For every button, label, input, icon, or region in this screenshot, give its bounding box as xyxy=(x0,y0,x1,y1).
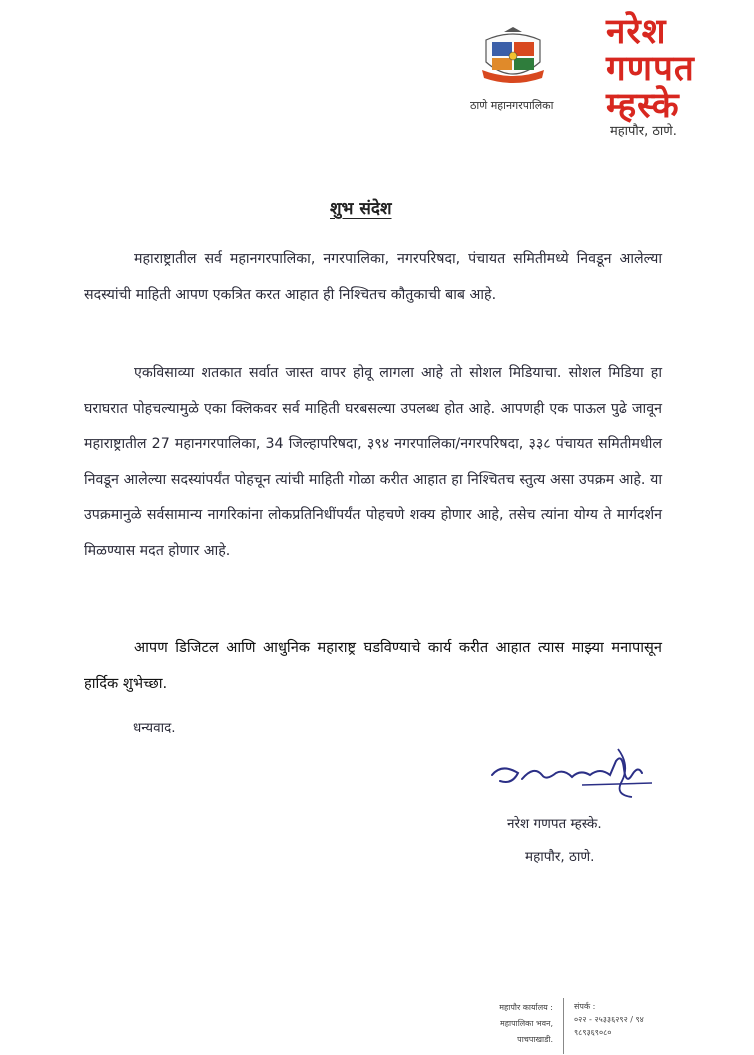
footer-office-line-3: पाचपाखाडी. xyxy=(517,1035,553,1044)
closing-text: धन्यवाद. xyxy=(133,720,176,736)
footer-office-line-2: महापालिका भवन, xyxy=(499,1019,553,1028)
mayor-name-line-1: नरेश xyxy=(606,12,667,52)
paragraph-1: महाराष्ट्रातील सर्व महानगरपालिका, नगरपालिका, नगरपरिषदा, पंचायत समितीमध्ये निवडून आलेल्या सदस्यांची माहिती आपण एकत्रित करत आहात ही निश्चितच कौतुकाची बाब आहे. xyxy=(84,251,662,303)
mayor-name-line-3: म्हस्के xyxy=(606,86,680,126)
paragraph-2: एकविसाव्या शतकात सर्वात जास्त वापर होवू लागला आहे तो सोशल मिडियाचा. सोशल मिडिया हा घराघरात पोहचल्यामुळे एका क्लिकवर सर्व माहिती घरबसल्या उपलब्ध होत आहे. आपणही एक पाऊल पुढे जावून महाराष्ट्रातील 27 महानगरपालिका, 34 जिल्हापरिषदा, ३९४ नगरपालिका/नगरपरिषदा, ३३८ पंचायत समितीमधील निवडून आलेल्या सदस्यांपर्यंत पोहचून त्यांची माहिती गोळा करीत आहात हा निश्चितच स्तुत्य असा उपक्रम आहे. या उपक्रमानुळे सर्वसामान्य नागरिकांना लोकप्रतिनिधींपर्यंत पोहचणे शक्य होणार आहे, तसेच त्यांना योग्य ते मार्गदर्शन मिळण्यास मदत होणार आहे. xyxy=(84,365,662,559)
footer-office-line-1: महापौर कार्यालय : xyxy=(499,1003,553,1012)
footer-contact xyxy=(574,1000,744,1039)
footer-divider xyxy=(563,998,564,1054)
footer-contact-line-2: ०२२ - २५३३६२९२ / ९४ xyxy=(574,1015,644,1024)
document-heading: शुभ संदेश xyxy=(330,199,392,219)
mayor-name-line-2: गणपत xyxy=(606,49,695,89)
municipal-emblem-icon xyxy=(478,26,548,88)
signatory-name: नरेश गणपत म्हस्के. xyxy=(507,816,602,832)
mayor-title: महापौर, ठाणे. xyxy=(610,124,677,139)
footer-contact-line-3: ९८९३६९०८० xyxy=(574,1028,612,1037)
handwritten-signature xyxy=(482,745,662,807)
footer-office-address xyxy=(451,1000,553,1048)
mayor-name-logo xyxy=(606,14,746,125)
emblem-caption: ठाणे महानगरपालिका xyxy=(470,99,554,112)
footer-contact-line-1: संपर्क : xyxy=(574,1002,596,1011)
signatory-title: महापौर, ठाणे. xyxy=(525,849,595,865)
paragraph-3: आपण डिजिटल आणि आधुनिक महाराष्ट्र घडविण्याचे कार्य करीत आहात त्यास माझ्या मनापासून हार्दिक शुभेच्छा. xyxy=(84,639,662,692)
